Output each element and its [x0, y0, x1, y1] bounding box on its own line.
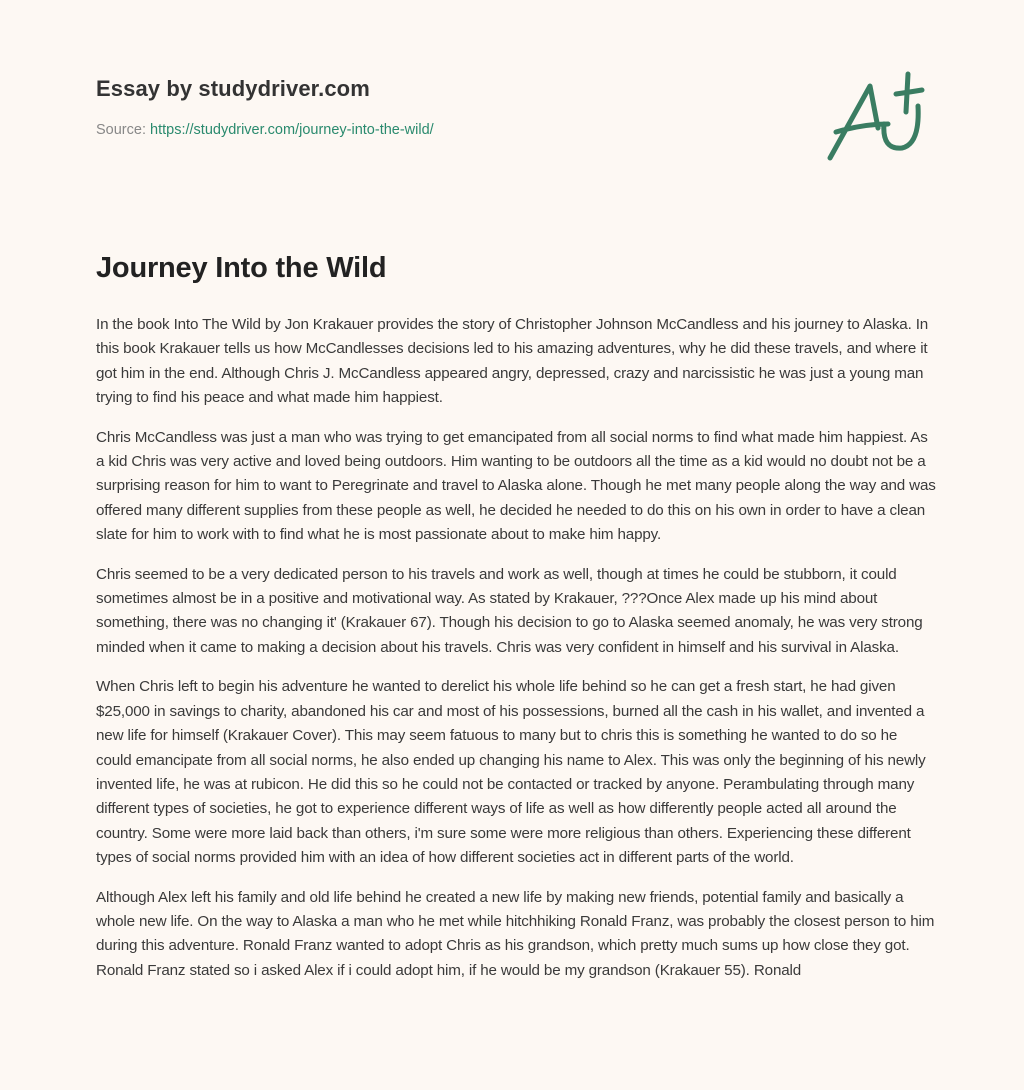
- a-plus-logo-icon: [818, 66, 930, 166]
- essay-paragraph: In the book Into The Wild by Jon Krakauer provides the story of Christopher Johnson McCandless and his journey to Alaska. In this book Krakauer tells us how McCandlesses decisions led to his amazing adventures, why he did these travels, and where it got him in the end. Although Chris J. McCandless appeared angry, depressed, crazy and narcissistic he was just a young man trying to find his peace and what made him happiest.: [96, 316, 929, 407]
- site-title: Essay by studydriver.com: [96, 76, 370, 101]
- essay-paragraph: Chris seemed to be a very dedicated person to his travels and work as well, though at times he could be stubborn, it could sometimes almost be in a positive and motivational way. As stated by Krakauer, ???Once Alex made up his mind about something, there was no changing it' (Krakauer 67). Though his decision to go to Alaska seemed anomaly, he was very strong minded when it came to making a decision about his travels. Chris was very confident in himself and his survival in Alaska.: [96, 565, 923, 656]
- source-line: [96, 122, 434, 138]
- essay-header: [96, 76, 434, 138]
- essay-paragraph: Although Alex left his family and old life behind he created a new life by making new friends, potential family and basically a whole new life. On the way to Alaska a man who he met while hitchhiking Ronald Franz, was probably the closest person to him during this adventure. Ronald Franz wanted to adopt Chris as his grandson, which pretty much sums up how close they got. Ronald Franz stated so i asked Alex if i could adopt him, if he would be my grandson (Krakauer 55). Ronald: [96, 888, 935, 979]
- essay-paragraph: Chris McCandless was just a man who was trying to get emancipated from all social norms to find what made him happiest. As a kid Chris was very active and loved being outdoors. Him wanting to be outdoors all the time as a kid would no doubt not be a surprising reason for him to want to Peregrinate and travel to Alaska alone. Though he met many people along the way and was offered many different supplies from these people as well, he decided he needed to do this on his own in order to have a clean slate for him to work with to find what he is most passionate about to make him happy.: [96, 428, 936, 544]
- essay-title: Journey Into the Wild: [96, 252, 387, 284]
- source-link[interactable]: https://studydriver.com/journey-into-the-wild/: [150, 122, 434, 138]
- source-label: Source:: [96, 122, 146, 138]
- essay-body: [96, 252, 936, 998]
- essay-paragraph: When Chris left to begin his adventure he wanted to derelict his whole life behind so he can get a fresh start, he had given $25,000 in savings to charity, abandoned his car and most of his possessions, burned all the cash in his wallet, and invented a new life for himself (Krakauer Cover). This may seem fatuous to many but to chris this is something he wanted to do so he could emancipate from all social norms, he also ended up changing his name to Alex. This was only the beginning of his newly invented life, he was at rubicon. He did this so he could not be contacted or tracked by anyone. Perambulating through many different types of societies, he got to experience different ways of life as well as how differently people acted all around the country. Some were more laid back than others, i'm sure some were more religious than others. Experiencing these different types of social norms provided him with an idea of how different societies act in different parts of the world.: [96, 678, 926, 867]
